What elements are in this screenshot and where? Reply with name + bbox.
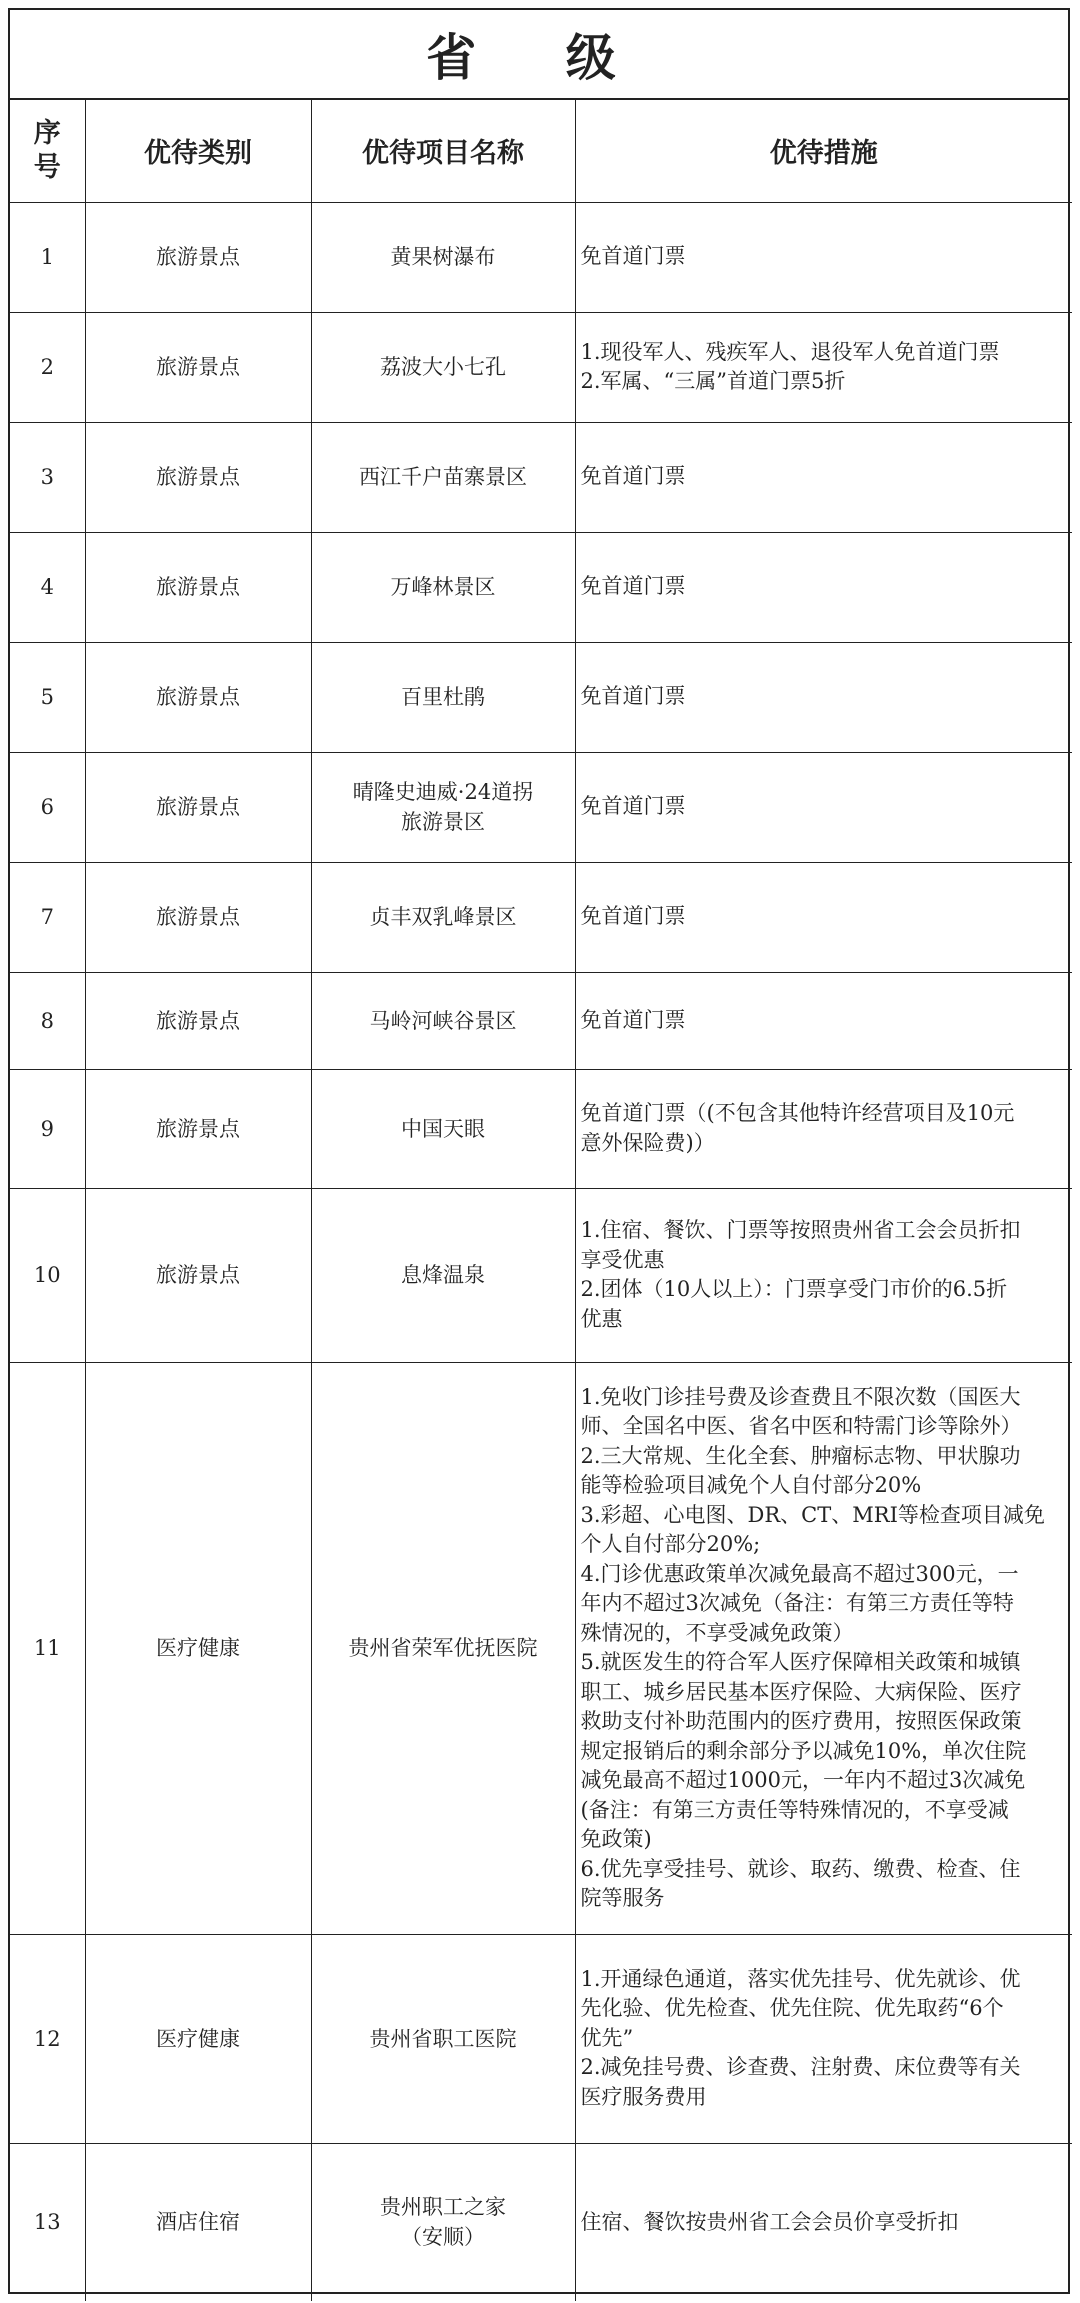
measure-line: 师、全国名中医、省名中医和特需门诊等除外）: [580, 1414, 1022, 1438]
measure-line: 院等服务: [580, 1886, 665, 1910]
row-project-name: [311, 862, 575, 972]
row-number: 7: [10, 862, 85, 972]
header-name: 优待项目名称: [311, 100, 575, 202]
row-project-name: [311, 1362, 575, 1934]
measure-line: 住宿、餐饮按贵州省工会会员价享受折扣: [580, 2209, 959, 2234]
table-header-row: [10, 100, 1072, 202]
row-number: 12: [10, 1934, 85, 2143]
row-category: 旅游景点: [85, 642, 311, 752]
row-number: 8: [10, 972, 85, 1069]
measure-line: 减免最高不超过1000元，一年内不超过3次减免: [580, 1768, 1026, 1792]
row-number: 3: [10, 422, 85, 532]
measure-line: 免首道门票（(不包含其他特许经营项目及10元: [580, 1101, 1015, 1125]
measure-line: 1.免收门诊挂号费及诊查费且不限次数（国医大: [580, 1384, 1021, 1409]
project-name-line: 西江千户苗寨景区: [359, 465, 527, 489]
row-project-name: [311, 752, 575, 862]
measure-line: 3.彩超、心电图、DR、CT、MRI等检查项目减免: [580, 1502, 1045, 1527]
measure-line: 免首道门票: [580, 684, 686, 709]
row-project-name: [311, 2143, 575, 2301]
measure-line: 享受优惠: [580, 1247, 665, 1272]
project-name-line: 贵州职工之家: [380, 2195, 506, 2220]
table-row: [10, 752, 1072, 862]
benefits-table-sheet: [8, 8, 1070, 2294]
header-no-label: [14, 117, 81, 185]
table-row: [10, 1069, 1072, 1188]
measure-line: 年内不超过3次减免（备注：有第三方责任等特: [580, 1591, 1014, 1615]
row-project-name: [311, 202, 575, 312]
row-measures: [575, 642, 1072, 752]
row-number: 13: [10, 2143, 85, 2301]
measure-line: 1.住宿、餐饮、门票等按照贵州省工会会员折扣: [580, 1218, 1021, 1242]
row-number: 4: [10, 532, 85, 642]
measure-line: 个人自付部分20%;: [580, 1532, 761, 1556]
table-row: [10, 972, 1072, 1069]
header-no-char: 号: [33, 151, 61, 183]
row-project-name: [311, 1188, 575, 1362]
page-title: 省 级: [10, 10, 1068, 100]
row-measures: [575, 1934, 1072, 2143]
measure-line: 2.团体（10人以上）：门票享受门市价的6.5折: [580, 1277, 1008, 1301]
measure-line: 能等检验项目减免个人自付部分20%: [580, 1473, 922, 1497]
row-measures: [575, 1069, 1072, 1188]
row-measures: [575, 752, 1072, 862]
row-project-name: [311, 312, 575, 422]
project-name-line: 贵州省荣军优抚医院: [348, 1636, 538, 1660]
row-measures: [575, 202, 1072, 312]
row-project-name: [311, 972, 575, 1069]
project-name-line: 中国天眼: [401, 1116, 485, 1141]
row-number: 11: [10, 1362, 85, 1934]
row-category: 旅游景点: [85, 422, 311, 532]
row-category: 旅游景点: [85, 862, 311, 972]
row-category: 旅游景点: [85, 312, 311, 422]
measure-line: 意外保险费)）: [580, 1130, 715, 1155]
measure-line: 免首道门票: [580, 244, 686, 269]
header-measures: 优待措施: [575, 100, 1072, 202]
row-number: 9: [10, 1069, 85, 1188]
table-row: [10, 2143, 1072, 2301]
row-number: 10: [10, 1188, 85, 1362]
header-no: [10, 100, 85, 202]
measure-line: 4.门诊优惠政策单次减免最高不超过300元，一: [580, 1561, 1019, 1586]
row-project-name: [311, 532, 575, 642]
measure-line: 殊情况的，不享受减免政策）: [580, 1620, 854, 1645]
row-number: 6: [10, 752, 85, 862]
measure-line: 规定报销后的剩余部分予以减免10%，单次住院: [580, 1738, 1027, 1763]
measure-line: 6.优先享受挂号、就诊、取药、缴费、检查、住: [580, 1856, 1021, 1881]
table-row: [10, 1934, 1072, 2143]
table-row: [10, 532, 1072, 642]
measure-line: 优惠: [580, 1306, 623, 1331]
row-measures: [575, 972, 1072, 1069]
project-name-line: 息烽温泉: [401, 1263, 485, 1287]
row-number: 5: [10, 642, 85, 752]
row-project-name: [311, 642, 575, 752]
measure-line: 免政策): [580, 1827, 652, 1851]
measure-line: 先化验、优先检查、优先住院、优先取药“6个: [580, 1996, 1004, 2021]
row-measures: [575, 312, 1072, 422]
table-row: [10, 642, 1072, 752]
row-number: 2: [10, 312, 85, 422]
row-category: 旅游景点: [85, 1069, 311, 1188]
project-name-line: 黄果树瀑布: [390, 245, 496, 269]
measure-line: 免首道门票: [580, 904, 686, 929]
measure-line: 免首道门票: [580, 574, 686, 599]
header-category: 优待类别: [85, 100, 311, 202]
header-no-char: 序: [33, 117, 61, 149]
project-name-line: 马岭河峡谷景区: [369, 1008, 517, 1033]
row-project-name: [311, 1934, 575, 2143]
project-name-line: 贵州省职工医院: [369, 2026, 517, 2051]
table-row: [10, 1188, 1072, 1362]
measure-line: 免首道门票: [580, 794, 686, 819]
measure-line: 优先”: [580, 2025, 634, 2050]
row-measures: [575, 1362, 1072, 1934]
measure-line: 职工、城乡居民基本医疗保险、大病保险、医疗: [580, 1679, 1022, 1704]
measure-line: 2.减免挂号费、诊查费、注射费、床位费等有关: [580, 2055, 1021, 2080]
row-measures: [575, 862, 1072, 972]
measure-line: 救助支付补助范围内的医疗费用，按照医保政策: [580, 1709, 1022, 1733]
row-measures: [575, 422, 1072, 532]
row-measures: [575, 532, 1072, 642]
row-category: 旅游景点: [85, 1188, 311, 1362]
measure-line: 1.现役军人、残疾军人、退役军人免首道门票: [580, 339, 1000, 364]
row-category: 酒店住宿: [85, 2143, 311, 2301]
table-row: [10, 312, 1072, 422]
measure-line: 医疗服务费用: [580, 2084, 707, 2109]
measure-line: 5.就医发生的符合军人医疗保障相关政策和城镇: [580, 1650, 1021, 1674]
row-measures: [575, 1188, 1072, 1362]
row-category: 医疗健康: [85, 1934, 311, 2143]
project-name-line: 晴隆史迪威·24道拐: [352, 780, 534, 804]
row-project-name: [311, 422, 575, 532]
project-name-line: 荔波大小七孔: [380, 355, 506, 379]
row-category: 旅游景点: [85, 532, 311, 642]
project-name-line: （安顺）: [401, 2225, 485, 2250]
row-measures: [575, 2143, 1072, 2301]
table-row: [10, 1362, 1072, 1934]
project-name-line: 旅游景区: [401, 810, 485, 834]
row-project-name: [311, 1069, 575, 1188]
project-name-line: 万峰林景区: [390, 575, 496, 599]
measure-line: (备注：有第三方责任等特殊情况的，不享受减: [580, 1797, 1009, 1822]
measure-line: 免首道门票: [580, 1007, 686, 1032]
measure-line: 2.三大常规、生化全套、肿瘤标志物、甲状腺功: [580, 1443, 1021, 1468]
benefits-table: [10, 100, 1072, 2301]
measure-line: 2.军属、“三属”首道门票5折: [580, 369, 846, 393]
row-category: 医疗健康: [85, 1362, 311, 1934]
table-row: [10, 862, 1072, 972]
table-row: [10, 422, 1072, 532]
project-name-line: 百里杜鹃: [401, 685, 485, 709]
project-name-line: 贞丰双乳峰景区: [369, 905, 517, 929]
row-category: 旅游景点: [85, 972, 311, 1069]
row-category: 旅游景点: [85, 202, 311, 312]
row-number: 1: [10, 202, 85, 312]
row-category: 旅游景点: [85, 752, 311, 862]
measure-line: 免首道门票: [580, 464, 686, 489]
measure-line: 1.开通绿色通道，落实优先挂号、优先就诊、优: [580, 1966, 1021, 1991]
table-row: [10, 202, 1072, 312]
